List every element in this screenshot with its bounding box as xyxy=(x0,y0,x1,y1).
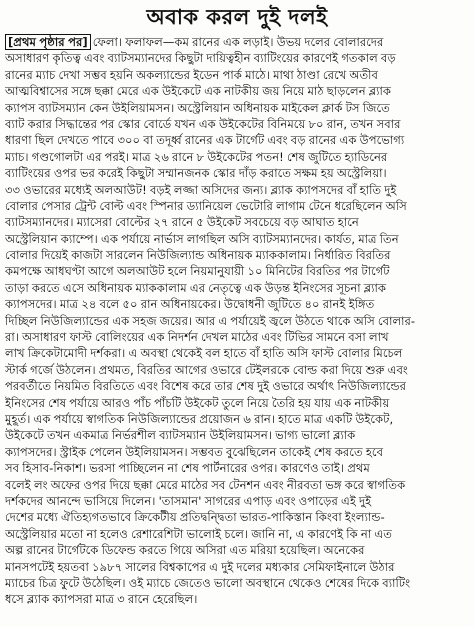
article-line: বোলার পেসার ট্রেন্ট বোল্ট এবং স্পিনার ড্যানিয়েল ভেটোরি লাগাম টেনে ধরেছিলেন অসি xyxy=(5,198,407,213)
article-line: ধারণা ছিল দেখতে পাবে ৩০০ বা তদূর্ধ্ব রানের এক টার্গেট এবং বড় রানের এক উপভোগ্য xyxy=(5,133,405,148)
article-line: ক্যাপসদের। স্ট্রাইক পেলেন উইলিয়ামসন। সম্ভবত বুঝেছিলেন তাকেই শেষ করতে হবে xyxy=(5,444,384,459)
continuation-label: [প্রথম পৃষ্ঠার পর] xyxy=(5,34,91,50)
article-line: দিচ্ছিল নিউজিল্যান্ডের এক সহজ জয়ের। আর এ পর্যায়েই জ্বলে উঠতে থাকে অসি বোলার- xyxy=(5,313,415,328)
article-line: রানের ম্যাচ দেখা সম্ভব হয়নি অকল্যান্ডের ইডেন পার্ক মাঠে। মাথা ঠাণ্ডা রেখে অতীব xyxy=(5,67,378,82)
article-line: লাখ ক্রিকেটামোদী দর্শকরা। এ অবস্থা থেকেই বল হাতে বাঁ হাতি অসি ফাস্ট বোলার মিচেল xyxy=(5,346,403,361)
article-body xyxy=(5,34,467,608)
article-line: কমপক্ষে আধঘণ্টা আগে অলআউট হলে নিয়মানুযায়ী ১০ মিনিটের বিরতির পর টার্গেট xyxy=(5,264,390,279)
article-line xyxy=(5,34,467,50)
article-line: ম্যাচের চিত্র ফুটে উঠেছিল। ওই ম্যাচে জেতেও ভালো অবস্থানে থেকেও শেষের দিকে ব্যাটিং xyxy=(5,575,411,590)
article-line: সব হিসাব-নিকাশ। ভরসা পাচ্ছিলেন না শেষ পার্টনারের ওপর। কারণেও তাই। প্রথম xyxy=(5,461,370,476)
article-line: অসাধারণ কৃতিত্ব এবং ব্যাটসম্যানদের কিছুটা দায়িত্বহীন ব্যাটিংয়ের কারণেই গতকাল বড় xyxy=(5,51,396,66)
article-line: রা। অসাধারণ ফাস্ট বোলিংয়ের এক নিদর্শন দেখল মাঠের এবং টিভির সামনে বসা লাখ xyxy=(5,330,389,345)
article-line: ইনিংসের শেষ পর্যায়ে আরও পাঁচ পাঁচটি উইকেট তুলে নিয়ে তৈরি হয় যায় এক নাটকীয় xyxy=(5,395,390,410)
article-line: বলেই লং অফের ওপর দিয়ে ছক্কা মেরে মাঠের সব টেনশন এবং নীরবতা ভঙ্গ করে স্বাগতিক xyxy=(5,477,406,492)
article-line: ক্যাপসদের। মাত্র ২৪ বলে ৫০ রান অধিনায়কের। উদ্বোধনী জুটিতে ৪০ রানই ইঙ্গিত xyxy=(5,297,375,312)
article-line: অস্ট্রেলিয়ান ক্যাম্পে। এক পর্যায়ে নার্ভাস লাগছিল অসি ব্যাটসম্যানদের। কার্যত, মাত্র তিন xyxy=(5,231,399,246)
article-line: তাড়া করতে এসে অধিনায়ক ম্যাককালাম এর নেতৃত্বে এক উড়ন্ত ইনিংসের সূচনা ব্ল্যাক xyxy=(5,280,386,295)
headline: অবাক করল দুই দলই xyxy=(146,5,328,29)
article-line-text: ফেলা। ফলাফল—কম রানের এক লড়াই। উভয় দলের বোলারদের xyxy=(92,35,384,49)
article-line: ব্যাট করার সিদ্ধান্তের পর স্কোর বোর্ডে যখন এক উইকেটের বিনিময়ে ৮০ রান, তখন সবার xyxy=(5,116,401,131)
article-line: ক্যাপস ব্যাটসম্যান কেন উইলিয়ামসন। অস্ট্রেলিয়ান অধিনায়ক মাইকেল ক্লার্ক টস জিতে xyxy=(5,100,390,115)
article-line: মানসপটেই হয়তবা ১৯৮৭ সালের বিশ্বকাপের এ দুই দলের মধ্যকার সেমিফাইনালে উঠার xyxy=(5,559,395,574)
article-line: বোলার দিয়েই কাজটা সারলেন নিউজিল্যান্ড অধিনায়ক ম্যাককালাম। নির্ধারিত বিরতির xyxy=(5,248,391,263)
article-line: অস্ট্রেলিয়ার মতো না হলেও রেশারেশিটা ভালোই চলে। জানি না, এ কারণেই কি না এত xyxy=(5,526,392,541)
article-line: পরবর্তীতে নিয়মিত বিরতিতে এবং বিশেষ করে তার শেষ দুই ওভারে অর্থাৎ নিউজিল্যান্ডের xyxy=(5,379,407,394)
article-line: দেশের মধ্যে ঐতিহ্যগতভাবে ক্রিকেটীয় প্রতিদ্বন্দ্বিতা ভারত-পাকিস্তান কিংবা ইংল্যান্ড- xyxy=(5,510,385,525)
article-line: স্টার্ক গর্জে উঠলেন। প্রথমত, বিরতির আগের ওভারে টেইলরকে বোল্ড করা দিয়ে শুরু এবং xyxy=(5,362,408,377)
article-line: ম্যাচ। গণ্ডগোলটা এর পরই। মাত্র ২৬ রানে ৮ উইকেটের পতন! শেষ জুটিতে হ্যাডিনের xyxy=(5,149,388,164)
article-line: অল্প রানের টার্গেটকে ডিফেন্ড করতে গিয়ে অসিরা এত মরিয়া হয়েছিল। অনেকের xyxy=(5,543,365,558)
article-line: মুহূর্ত। এক পর্যায়ে স্বাগতিক নিউজিল্যান্ডের প্রয়োজন ৬ রান। হাতে মাত্র একটি উইকেট, xyxy=(5,411,394,426)
article-line: ব্যাটিংয়ের ওপর ভর করেই কিছুটা সম্মানজনক স্কোর দাঁড় করাতে সক্ষম হয় অস্ট্রেলিয়া। xyxy=(5,166,387,181)
article-line: আত্মবিশ্বাসের সঙ্গে ছক্কা মেরে এক উইকেটে এক নাটকীয় জয় নিয়ে মাঠ ছাড়লেন ব্ল্যাক xyxy=(5,84,392,99)
article-line: ধসে ব্ল্যাক ক্যাপসরা মাত্র ৩ রানে হেরেছিল। xyxy=(5,592,198,607)
article-line: ব্যাটসম্যানদের। ম্যাসেরা বোল্টের ২৭ রানে ৫ উইকেট সবচেয়ে বড় আঘাত হানে xyxy=(5,215,359,230)
article-line: ৩৩ ওভারের মধ্যেই অলআউট! বড়ই লজ্জা অসিদের জন্য। ব্ল্যাক ক্যাপসদের বাঁ হাতি দুই xyxy=(5,182,397,197)
article-line: দর্শকদের আনন্দে ভাসিয়ে দিলেন। 'তাসমান' সাগরের এপাড় এবং ওপাড়ের এই দুই xyxy=(5,493,372,508)
article-line: উইকেটে তখন একমাত্র নির্ভরশীল ব্যাটসম্যান উইলিয়ামসন। ভাগ্য ভালো ব্ল্যাক xyxy=(5,428,356,443)
